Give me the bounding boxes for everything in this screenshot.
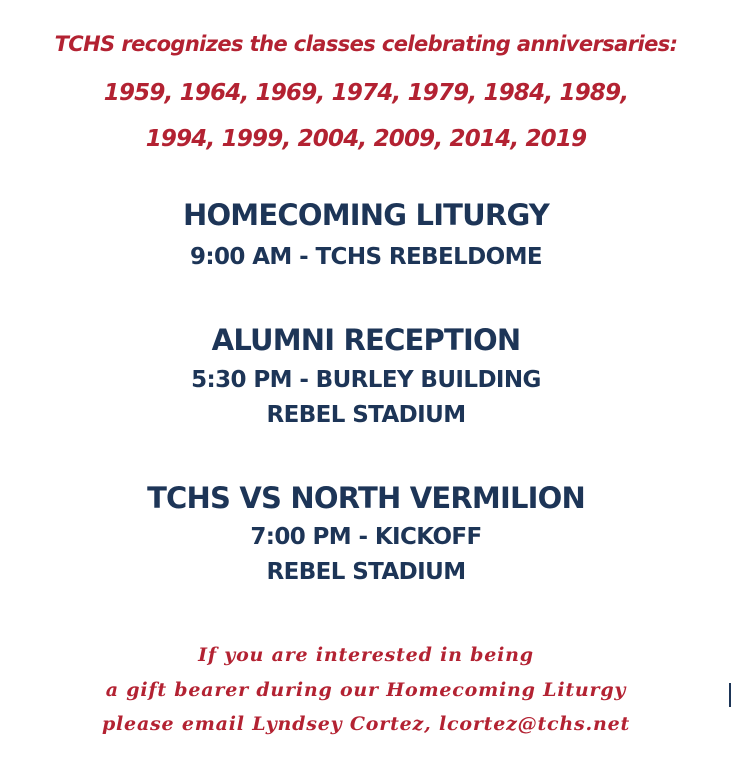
gift-bearer-line-1: If you are interested in being — [198, 644, 534, 666]
gift-bearer-line-3: please email Lyndsey Cortez, lcortez@tchs.net — [101, 713, 631, 735]
event-detail-liturgy-time-place: 9:00 AM - TCHS REBELDOME — [189, 244, 543, 270]
anniversary-heading: TCHS recognizes the classes celebrating anniversaries: — [54, 32, 678, 56]
event-title-football-game: TCHS VS NORTH VERMILION — [147, 481, 585, 515]
event-detail-game-time: 7:00 PM - KICKOFF — [250, 524, 482, 550]
edge-mark — [729, 683, 731, 707]
event-title-homecoming-liturgy: HOMECOMING LITURGY — [182, 198, 550, 232]
anniversary-years-line-1: 1959, 1964, 1969, 1974, 1979, 1984, 1989, — [103, 80, 629, 106]
event-detail-reception-time-place: 5:30 PM - BURLEY BUILDING — [191, 367, 541, 393]
event-title-alumni-reception: ALUMNI RECEPTION — [211, 323, 521, 357]
gift-bearer-line-2: a gift bearer during our Homecoming Liturgy — [105, 679, 627, 701]
event-detail-game-venue: REBEL STADIUM — [266, 559, 466, 585]
anniversary-years-line-2: 1994, 1999, 2004, 2009, 2014, 2019 — [145, 126, 587, 152]
event-detail-reception-venue: REBEL STADIUM — [266, 402, 466, 428]
